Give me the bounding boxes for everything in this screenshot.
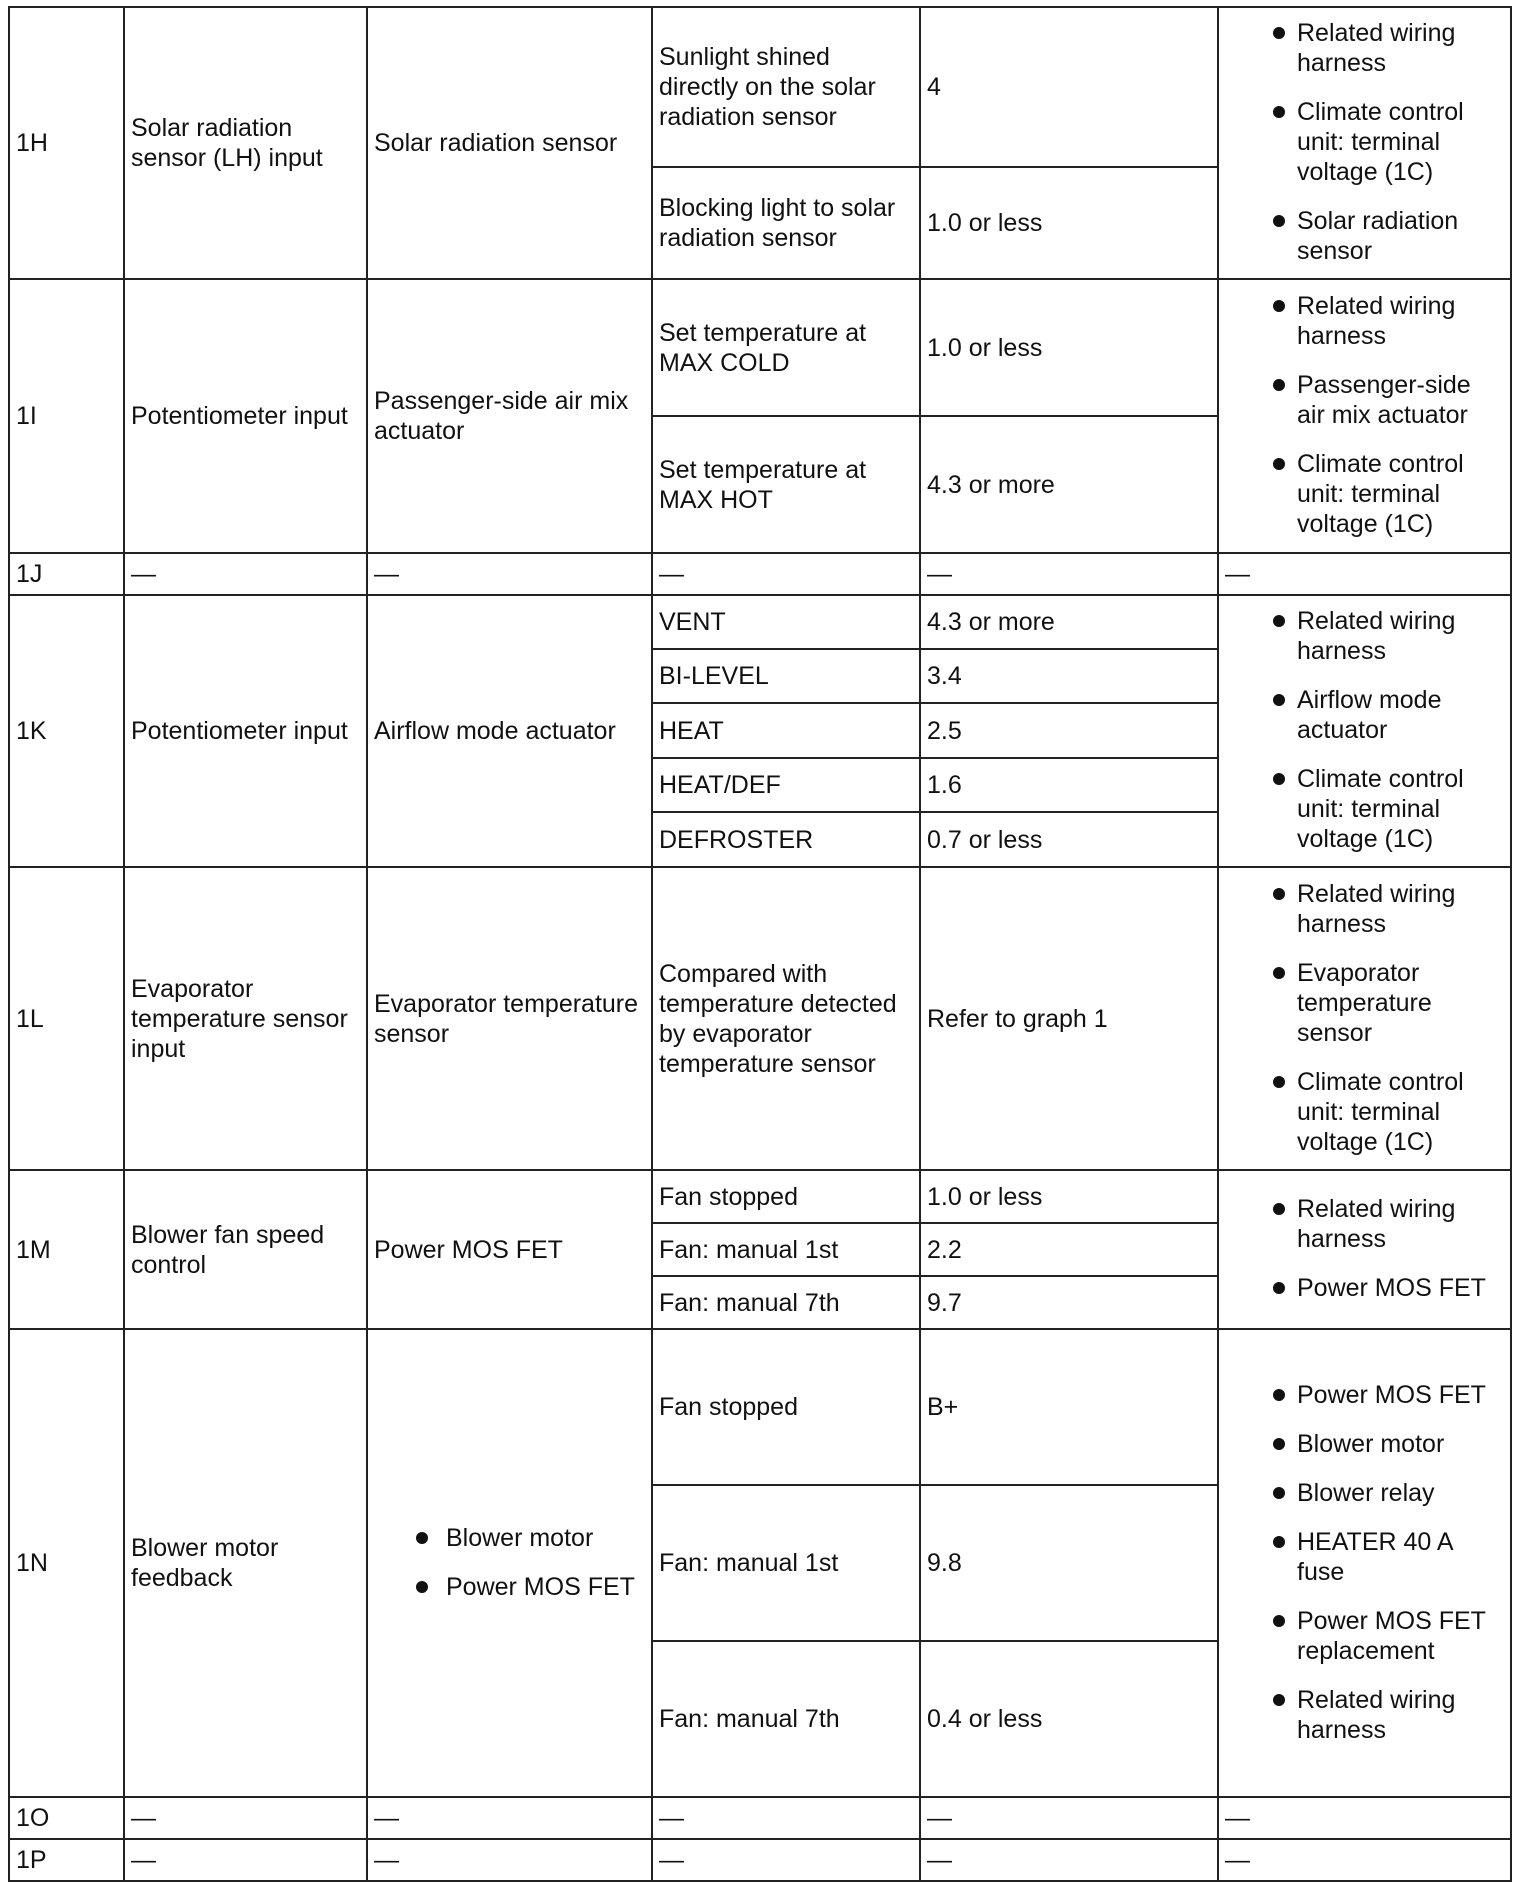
table-row — [9, 867, 1511, 1170]
voltage-cell: 1.6 — [920, 758, 1218, 812]
signal-cell: Solar radiation sensor (LH) input — [124, 7, 367, 279]
list-item: Power MOS FET — [374, 1572, 645, 1602]
table-row — [9, 279, 1511, 416]
inspection-cell — [1218, 7, 1511, 279]
inspection-cell — [1218, 279, 1511, 553]
terminal-cell: 1K — [9, 595, 124, 867]
inspection-list — [1225, 1380, 1504, 1745]
list-item: Related wiring harness — [1225, 1194, 1504, 1254]
table-row — [9, 1839, 1511, 1881]
list-item: Related wiring harness — [1225, 18, 1504, 78]
signal-cell: Blower fan speed control — [124, 1170, 367, 1329]
table-row — [9, 1797, 1511, 1839]
connected-to-cell: Passenger-side air mix actuator — [367, 279, 652, 553]
condition-cell: Blocking light to solar radiation sensor — [652, 167, 920, 279]
condition-cell: Sunlight shined directly on the solar radiation sensor — [652, 7, 920, 167]
signal-cell: Potentiometer input — [124, 595, 367, 867]
list-item: Related wiring harness — [1225, 606, 1504, 666]
condition-cell: DEFROSTER — [652, 812, 920, 867]
terminal-cell: 1H — [9, 7, 124, 279]
voltage-cell: 4.3 or more — [920, 416, 1218, 553]
voltage-cell: 1.0 or less — [920, 279, 1218, 416]
condition-cell: Set temperature at MAX COLD — [652, 279, 920, 416]
list-item: Blower motor — [1225, 1429, 1504, 1459]
terminal-cell: 1M — [9, 1170, 124, 1329]
inspection-cell: — — [1218, 1839, 1511, 1881]
condition-cell: HEAT — [652, 703, 920, 758]
condition-cell: Fan: manual 1st — [652, 1223, 920, 1276]
voltage-cell: 3.4 — [920, 649, 1218, 703]
table-row — [9, 1170, 1511, 1223]
list-item: Blower relay — [1225, 1478, 1504, 1508]
condition-cell: — — [652, 1797, 920, 1839]
list-item: Climate control unit: terminal voltage (1C) — [1225, 449, 1504, 539]
condition-cell: HEAT/DEF — [652, 758, 920, 812]
voltage-cell: — — [920, 1839, 1218, 1881]
terminal-cell: 1J — [9, 553, 124, 595]
connected-components-list — [374, 1523, 645, 1602]
connected-to-cell: Airflow mode actuator — [367, 595, 652, 867]
table-row — [9, 595, 1511, 649]
inspection-list — [1225, 1194, 1504, 1303]
list-item: Climate control unit: terminal voltage (1C) — [1225, 1067, 1504, 1157]
voltage-cell: 2.5 — [920, 703, 1218, 758]
voltage-cell: — — [920, 553, 1218, 595]
inspection-list — [1225, 879, 1504, 1157]
voltage-cell: 2.2 — [920, 1223, 1218, 1276]
list-item: Related wiring harness — [1225, 291, 1504, 351]
condition-cell: Fan stopped — [652, 1170, 920, 1223]
voltage-cell: B+ — [920, 1329, 1218, 1485]
list-item: Power MOS FET replacement — [1225, 1606, 1504, 1666]
terminal-cell: 1I — [9, 279, 124, 553]
condition-cell: — — [652, 1839, 920, 1881]
signal-cell: — — [124, 1797, 367, 1839]
list-item: Power MOS FET — [1225, 1273, 1504, 1303]
signal-cell: Potentiometer input — [124, 279, 367, 553]
condition-cell: Fan: manual 7th — [652, 1641, 920, 1797]
list-item: Climate control unit: terminal voltage (1C) — [1225, 764, 1504, 854]
table-row — [9, 1329, 1511, 1485]
signal-cell: Blower motor feedback — [124, 1329, 367, 1797]
voltage-cell: 4.3 or more — [920, 595, 1218, 649]
condition-cell: Fan: manual 7th — [652, 1276, 920, 1329]
list-item: Related wiring harness — [1225, 879, 1504, 939]
signal-cell: Evaporator temperature sensor input — [124, 867, 367, 1170]
voltage-cell: 0.4 or less — [920, 1641, 1218, 1797]
list-item: Solar radiation sensor — [1225, 206, 1504, 266]
terminal-cell: 1N — [9, 1329, 124, 1797]
list-item: Power MOS FET — [1225, 1380, 1504, 1410]
table-row — [9, 553, 1511, 595]
voltage-cell: 9.7 — [920, 1276, 1218, 1329]
inspection-cell — [1218, 595, 1511, 867]
voltage-cell: 4 — [920, 7, 1218, 167]
voltage-cell: Refer to graph 1 — [920, 867, 1218, 1170]
list-item: Airflow mode actuator — [1225, 685, 1504, 745]
voltage-cell: 1.0 or less — [920, 167, 1218, 279]
inspection-cell — [1218, 1329, 1511, 1797]
connected-to-cell — [367, 1329, 652, 1797]
condition-cell: Set temperature at MAX HOT — [652, 416, 920, 553]
voltage-cell: 9.8 — [920, 1485, 1218, 1641]
list-item: HEATER 40 A fuse — [1225, 1527, 1504, 1587]
voltage-cell: 0.7 or less — [920, 812, 1218, 867]
signal-cell: — — [124, 553, 367, 595]
table-row — [9, 7, 1511, 167]
connected-to-cell: Solar radiation sensor — [367, 7, 652, 279]
inspection-list — [1225, 606, 1504, 854]
terminal-voltage-table — [8, 6, 1512, 1882]
condition-cell: Compared with temperature detected by evaporator temperature sensor — [652, 867, 920, 1170]
signal-cell: — — [124, 1839, 367, 1881]
condition-cell: BI-LEVEL — [652, 649, 920, 703]
condition-cell: VENT — [652, 595, 920, 649]
list-item: Blower motor — [374, 1523, 645, 1553]
connected-to-cell: Evaporator temperature sensor — [367, 867, 652, 1170]
terminal-cell: 1O — [9, 1797, 124, 1839]
inspection-cell: — — [1218, 553, 1511, 595]
voltage-cell: — — [920, 1797, 1218, 1839]
inspection-list — [1225, 18, 1504, 266]
condition-cell: Fan stopped — [652, 1329, 920, 1485]
inspection-cell: — — [1218, 1797, 1511, 1839]
connected-to-cell: — — [367, 1797, 652, 1839]
connected-to-cell: — — [367, 1839, 652, 1881]
condition-cell: Fan: manual 1st — [652, 1485, 920, 1641]
list-item: Related wiring harness — [1225, 1685, 1504, 1745]
list-item: Evaporator temperature sensor — [1225, 958, 1504, 1048]
voltage-cell: 1.0 or less — [920, 1170, 1218, 1223]
list-item: Passenger-side air mix actuator — [1225, 370, 1504, 430]
inspection-cell — [1218, 1170, 1511, 1329]
connected-to-cell: Power MOS FET — [367, 1170, 652, 1329]
inspection-list — [1225, 291, 1504, 539]
terminal-cell: 1L — [9, 867, 124, 1170]
inspection-cell — [1218, 867, 1511, 1170]
terminal-cell: 1P — [9, 1839, 124, 1881]
list-item: Climate control unit: terminal voltage (1C) — [1225, 97, 1504, 187]
condition-cell: — — [652, 553, 920, 595]
connected-to-cell: — — [367, 553, 652, 595]
